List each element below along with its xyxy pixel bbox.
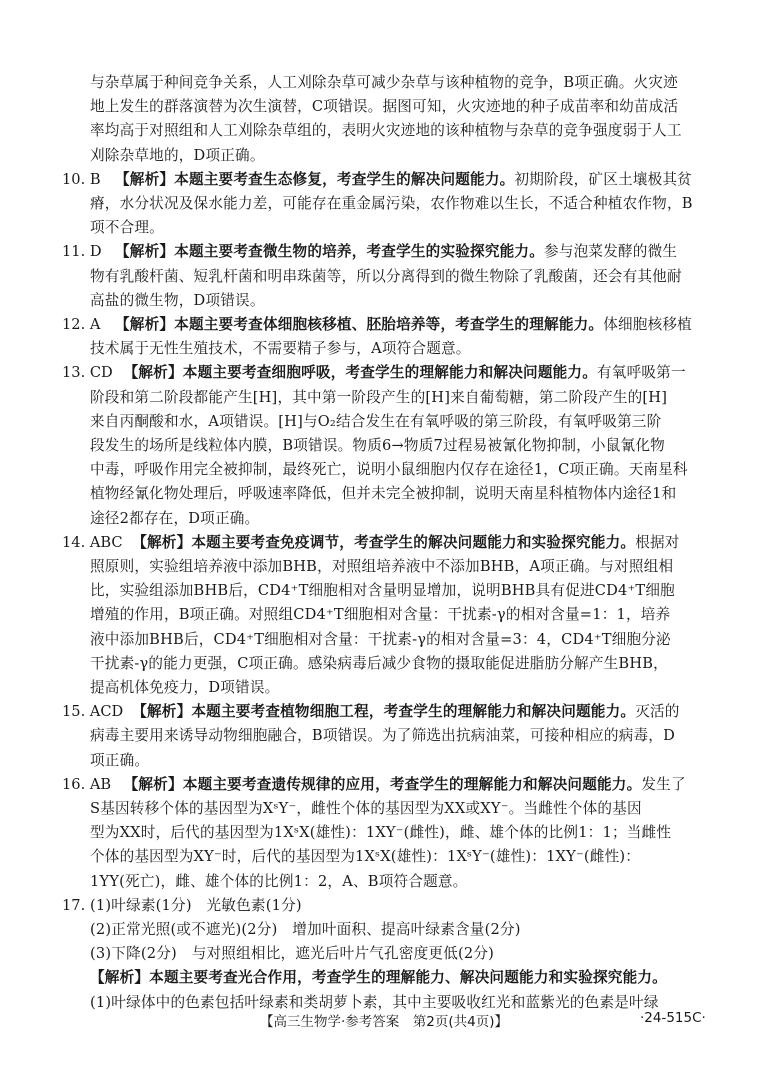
line-text: 项不合理。 bbox=[90, 219, 164, 237]
text-line bbox=[90, 72, 678, 94]
question-number: 13. CD bbox=[62, 364, 113, 382]
text-line bbox=[115, 241, 677, 263]
text-line bbox=[90, 435, 665, 457]
text-line bbox=[90, 120, 682, 142]
text-line bbox=[90, 629, 671, 651]
text-line bbox=[90, 943, 494, 965]
analysis-heading: 【解析】本题主要考查植物细胞工程，考查学生的理解能力和解决问题能力。 bbox=[132, 703, 636, 721]
text-line bbox=[90, 338, 471, 360]
text-line bbox=[90, 145, 265, 167]
footer-code: ·24-515C· bbox=[640, 1010, 706, 1026]
line-text: 干扰素-γ的能力更强，C项正确。感染病毒后减少食物的摄取能促进脂肪分解产生BHB， bbox=[90, 654, 668, 672]
question-number: 16. AB bbox=[62, 775, 112, 793]
line-text: 植物经氰化物处理后，呼吸速率降低，但并未完全被抑制，说明天南星科植物体内途径1和 bbox=[90, 485, 677, 503]
text-line bbox=[90, 677, 279, 699]
question-number: 17. bbox=[62, 896, 86, 914]
footer-title: 【高三生物学·参考答案 第2页(共4页)】 bbox=[260, 1014, 509, 1030]
line-text: 瘠，水分状况及保水能力差，可能存在重金属污染，农作物难以生长，不适合种植农作物，B bbox=[90, 195, 693, 212]
line-text: 照原则，实验组培养液中添加BHB，对照组培养液中不添加BHB，A项正确。与对照组相 bbox=[90, 558, 674, 575]
text-line bbox=[124, 362, 686, 384]
line-text: 技术属于无性生殖技术，不需要精子参与，A项符合题意。 bbox=[90, 340, 471, 358]
line-text: 项正确。 bbox=[90, 751, 150, 769]
line-text: 体细胞核移植 bbox=[603, 316, 692, 333]
line-text: (1)叶绿体中的色素包括叶绿素和类胡萝卜素，其中主要吸收红光和蓝紫光的色素是叶绿 bbox=[90, 993, 659, 1011]
question-number: 11. D bbox=[62, 243, 102, 261]
text-line bbox=[132, 701, 679, 723]
text-line bbox=[90, 193, 693, 215]
line-text: 增殖的作用，B项正确。对照组CD4⁺T细胞相对含量：干扰素-γ的相对含量=1：1，培养 bbox=[90, 606, 671, 624]
line-text: 段发生的场所是线粒体内膜，B项错误。物质6→物质7过程易被氰化物抑制，小鼠氰化物 bbox=[90, 437, 665, 454]
line-text: 比，实验组添加BHB后，CD4⁺T细胞相对含量明显增加，说明BHB具有促进CD4⁺T细胞 bbox=[90, 582, 675, 600]
analysis-heading: 【解析】本题主要考查生态修复，考查学生的解决问题能力。 bbox=[115, 170, 515, 188]
text-line bbox=[90, 387, 667, 409]
text-line bbox=[90, 919, 521, 941]
question-number: 14. ABC bbox=[62, 533, 123, 551]
line-text: 来自丙酮酸和水，A项错误。[H]与O₂结合发生在有氧呼吸的第三阶段，有氧呼吸第三阶 bbox=[90, 412, 662, 430]
question-number: 15. ACD bbox=[62, 703, 124, 721]
question-number: 12. A bbox=[62, 316, 101, 333]
text-line bbox=[90, 750, 149, 772]
line-text: (2)正常光照(或不遮光)(2分) 增加叶面积、提高叶绿素含量(2分) bbox=[90, 921, 521, 938]
question-number: 10. B bbox=[62, 170, 101, 188]
text-line bbox=[90, 459, 688, 481]
text-line bbox=[90, 411, 661, 433]
line-text: (1)叶绿素(1分) 光敏色素(1分) bbox=[90, 896, 302, 914]
line-text: 中毒，呼吸作用完全被抑制，最终死亡，说明小鼠细胞内仅存在途径1，C项正确。天南星科 bbox=[90, 461, 688, 479]
analysis-heading: 【解析】本题主要考查遗传规律的应用，考查学生的理解能力和解决问题能力。 bbox=[123, 775, 642, 793]
line-text: 途径2都存在，D项正确。 bbox=[90, 509, 260, 527]
analysis-heading: 【解析】本题主要考查细胞呼吸，考查学生的理解能力和解决问题能力。 bbox=[123, 364, 597, 382]
line-text: 有氧呼吸第一 bbox=[597, 364, 686, 382]
line-text: 物有乳酸杆菌、短乳杆菌和明串珠菌等，所以分离得到的微生物除了乳酸菌，还会有其他耐 bbox=[90, 267, 682, 285]
line-text: 病毒主要用来诱导动物细胞融合，B项错误。为了筛选出抗病油菜，可接种相应的病毒，D bbox=[90, 727, 675, 745]
line-text: 型为XX时，后代的基因型为1XˢX(雄性)：1XY⁻(雌性)，雌、雄个体的比例1：1；当雌性 bbox=[90, 824, 672, 842]
text-line bbox=[90, 556, 673, 578]
text-line bbox=[90, 96, 678, 118]
line-text: 刈除杂草地的，D项正确。 bbox=[90, 146, 265, 164]
line-text: (3)下降(2分) 与对照组相比，遮光后叶片气孔密度更低(2分) bbox=[90, 945, 495, 963]
analysis-heading: 【解析】本题主要考查体细胞核移植、胚胎培养等，考查学生的理解能力。 bbox=[115, 316, 604, 333]
line-text: S基因转移个体的基因型为XˢY⁻，雌性个体的基因型为XX或XY⁻。当雌性个体的基因 bbox=[90, 800, 642, 817]
text-line bbox=[132, 532, 679, 554]
line-text: 高盐的微生物，D项错误。 bbox=[90, 291, 265, 309]
text-line bbox=[115, 314, 692, 336]
text-line bbox=[90, 895, 302, 917]
line-text: 提高机体免疫力，D项错误。 bbox=[90, 679, 280, 696]
text-line bbox=[90, 580, 675, 602]
text-line bbox=[90, 483, 676, 505]
text-line bbox=[90, 798, 642, 820]
line-text: 灭活的 bbox=[635, 703, 680, 721]
text-line bbox=[90, 217, 164, 239]
text-line bbox=[90, 967, 667, 989]
line-text: 1YY(死亡)，雌、雄个体的比例1：2，A、B项符合题意。 bbox=[90, 872, 468, 890]
page-footer bbox=[0, 1010, 764, 1032]
line-text: 地上发生的群落演替为次生演替，C项错误。据图可知，火灾迹地的种子成苗率和幼苗成活 bbox=[90, 98, 679, 116]
text-line bbox=[90, 290, 265, 312]
analysis-heading: 【解析】本题主要考查微生物的培养，考查学生的实验探究能力。 bbox=[115, 243, 545, 261]
analysis-heading: 【解析】本题主要考查免疫调节，考查学生的解决问题能力和实验探究能力。 bbox=[132, 533, 636, 551]
text-line bbox=[90, 508, 259, 530]
text-line bbox=[90, 871, 467, 893]
text-line bbox=[115, 169, 692, 191]
text-line bbox=[90, 822, 671, 844]
text-line bbox=[90, 604, 670, 626]
text-line bbox=[90, 653, 668, 675]
line-text: 发生了 bbox=[641, 775, 686, 793]
text-line bbox=[124, 774, 686, 796]
line-text: 参与泡菜发酵的微生 bbox=[544, 243, 678, 261]
line-text: 液中添加BHB后，CD4⁺T细胞相对含量：干扰素-γ的相对含量=3：4，CD4⁺T细胞分泌 bbox=[90, 630, 671, 648]
line-text: 与杂草属于种间竞争关系，人工刈除杂草可减少杂草与该种植物的竞争，B项正确。火灾迹 bbox=[90, 74, 678, 91]
line-text: 根据对 bbox=[635, 533, 680, 551]
text-line bbox=[90, 725, 675, 747]
line-text: 率均高于对照组和人工刈除杂草组的，表明火灾迹地的该种植物与杂草的竞争强度弱于人工 bbox=[90, 122, 682, 140]
line-text: 个体的基因型为XY⁻时，后代的基因型为1XˢX(雄性)：1XˢY⁻(雄性)：1XY⁻(雌性)： bbox=[90, 848, 641, 866]
line-text: 初期阶段，矿区土壤极其贫 bbox=[514, 170, 692, 188]
analysis-heading: 【解析】本题主要考查光合作用，考查学生的理解能力、解决问题能力和实验探究能力。 bbox=[90, 969, 667, 987]
text-line bbox=[90, 266, 682, 288]
text-line bbox=[90, 846, 640, 868]
line-text: 阶段和第二阶段都能产生[H]，其中第一阶段产生的[H]来自葡萄糖，第二阶段产生的[H] bbox=[90, 388, 668, 406]
